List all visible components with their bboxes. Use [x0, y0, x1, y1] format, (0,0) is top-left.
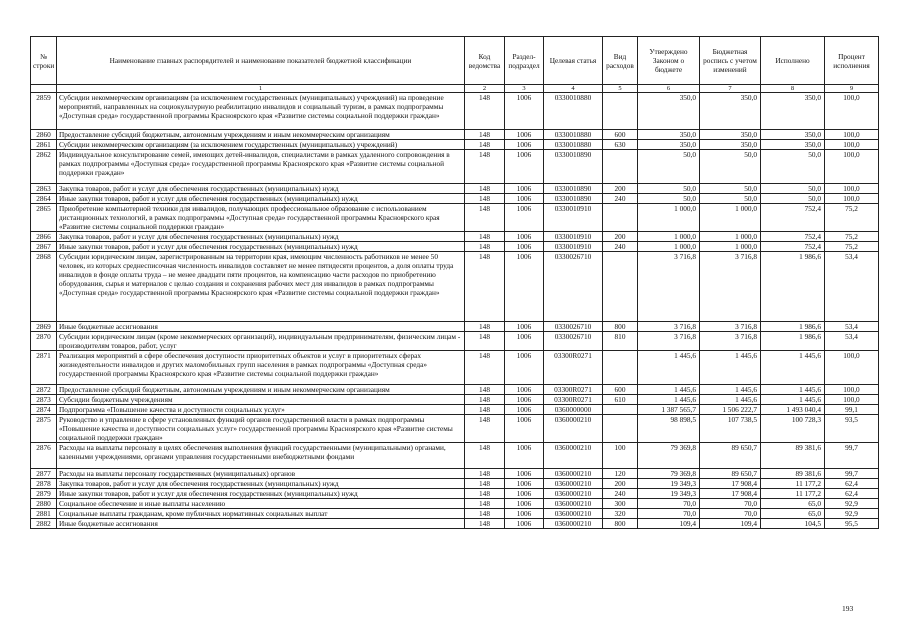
section-cell: 1006 [505, 499, 544, 509]
table-row [31, 150, 879, 184]
department-code-cell: 148 [465, 93, 505, 130]
approved-cell: 70,0 [638, 509, 700, 519]
percent-cell: 100,0 [825, 93, 879, 130]
approved-cell: 1 445,6 [638, 351, 700, 385]
executed-cell: 752,4 [761, 232, 825, 242]
row-name-cell: Расходы на выплаты персоналу государственных (муниципальных) органов [57, 469, 465, 479]
expense-type-cell [603, 405, 638, 415]
percent-cell: 92,9 [825, 499, 879, 509]
executed-cell: 65,0 [761, 499, 825, 509]
approved-cell: 350,0 [638, 130, 700, 140]
row-name-cell: Закупка товаров, работ и услуг для обеспечения государственных (муниципальных) нужд [57, 232, 465, 242]
expense-type-cell: 630 [603, 140, 638, 150]
table-row [31, 242, 879, 252]
table-row [31, 395, 879, 405]
row-number-cell: 2863 [31, 184, 57, 194]
row-number-cell: 2882 [31, 519, 57, 529]
row-number-cell: 2879 [31, 489, 57, 499]
row-name-cell: Иные закупки товаров, работ и услуг для обеспечения государственных (муниципальных) нужд [57, 242, 465, 252]
row-number-cell: 2874 [31, 405, 57, 415]
approved-cell: 50,0 [638, 194, 700, 204]
expense-type-cell: 240 [603, 489, 638, 499]
expense-type-cell [603, 252, 638, 322]
header-department-code: Код ведомства [465, 37, 505, 85]
target-article-cell: 0360000210 [544, 509, 603, 519]
header-executed: Исполнено [761, 37, 825, 85]
section-cell: 1006 [505, 130, 544, 140]
section-cell: 1006 [505, 194, 544, 204]
row-number-cell: 2862 [31, 150, 57, 184]
section-cell: 1006 [505, 204, 544, 232]
expense-type-cell [603, 415, 638, 443]
executed-cell: 11 177,2 [761, 489, 825, 499]
section-cell: 1006 [505, 351, 544, 385]
executed-cell: 11 177,2 [761, 479, 825, 489]
table-row [31, 184, 879, 194]
row-name-cell: Субсидии бюджетным учреждениям [57, 395, 465, 405]
target-article-cell: 0330010890 [544, 184, 603, 194]
section-cell: 1006 [505, 443, 544, 469]
department-code-cell: 148 [465, 395, 505, 405]
expense-type-cell: 320 [603, 509, 638, 519]
column-number: 2 [465, 85, 505, 93]
budget-roster-cell: 350,0 [700, 93, 761, 130]
table-row [31, 443, 879, 469]
row-number-cell: 2869 [31, 322, 57, 332]
target-article-cell: 0360000210 [544, 499, 603, 509]
target-article-cell: 0330010880 [544, 93, 603, 130]
header-expense-type: Вид расходов [603, 37, 638, 85]
expense-type-cell: 800 [603, 519, 638, 529]
percent-cell: 75,2 [825, 204, 879, 232]
executed-cell: 350,0 [761, 93, 825, 130]
target-article-cell: 0360000210 [544, 479, 603, 489]
percent-cell: 100,0 [825, 351, 879, 385]
expense-type-cell: 300 [603, 499, 638, 509]
expense-type-cell: 810 [603, 332, 638, 351]
budget-roster-cell: 89 650,7 [700, 469, 761, 479]
executed-cell: 752,4 [761, 242, 825, 252]
budget-roster-cell: 1 000,0 [700, 232, 761, 242]
target-article-cell: 0360000000 [544, 405, 603, 415]
row-name-cell: Субсидии юридическим лицам, зарегистрированным на территории края, имеющим численность работников не менее 50 человек, из которых среднесписочная численность инвалидов составляет не менее пятидесяти процентов, а доля оплаты труда инвалидов в фонде оплаты труда – не менее двадцати пяти процентов, на компенсацию части расходов по приобретению оборудования, сырья и материалов с целью создания и сохранения рабочих мест для инвалидов в рамках подпрограммы «Доступная среда» государственной программы Красноярского края «Развитие системы социальной поддержки граждан» [57, 252, 465, 322]
header-name: Наименование главных распорядителей и наименование показателей бюджетной классификации [57, 37, 465, 85]
expense-type-cell: 200 [603, 232, 638, 242]
expense-type-cell: 120 [603, 469, 638, 479]
section-cell: 1006 [505, 385, 544, 395]
table-row [31, 232, 879, 242]
department-code-cell: 148 [465, 351, 505, 385]
approved-cell: 50,0 [638, 184, 700, 194]
percent-cell: 53,4 [825, 252, 879, 322]
percent-cell: 62,4 [825, 479, 879, 489]
table-row [31, 385, 879, 395]
budget-table-sheet [30, 36, 878, 529]
budget-roster-cell: 1 000,0 [700, 242, 761, 252]
column-number: 3 [505, 85, 544, 93]
row-name-cell: Закупка товаров, работ и услуг для обеспечения государственных (муниципальных) нужд [57, 184, 465, 194]
column-number: 5 [603, 85, 638, 93]
target-article-cell: 0330026710 [544, 252, 603, 322]
column-number [31, 85, 57, 93]
column-number-row [31, 85, 879, 93]
table-row [31, 332, 879, 351]
column-number: 1 [57, 85, 465, 93]
percent-cell: 92,9 [825, 509, 879, 519]
department-code-cell: 148 [465, 479, 505, 489]
target-article-cell: 03300R0271 [544, 351, 603, 385]
department-code-cell: 148 [465, 204, 505, 232]
department-code-cell: 148 [465, 184, 505, 194]
expense-type-cell: 100 [603, 443, 638, 469]
section-cell: 1006 [505, 332, 544, 351]
department-code-cell: 148 [465, 252, 505, 322]
table-body [31, 93, 879, 529]
department-code-cell: 148 [465, 232, 505, 242]
row-number-cell: 2870 [31, 332, 57, 351]
row-number-cell: 2877 [31, 469, 57, 479]
department-code-cell: 148 [465, 415, 505, 443]
budget-roster-cell: 50,0 [700, 184, 761, 194]
table-row [31, 322, 879, 332]
column-number: 7 [700, 85, 761, 93]
target-article-cell: 0330010890 [544, 150, 603, 184]
percent-cell: 100,0 [825, 395, 879, 405]
approved-cell: 19 349,3 [638, 479, 700, 489]
executed-cell: 100 728,3 [761, 415, 825, 443]
department-code-cell: 148 [465, 443, 505, 469]
approved-cell: 1 387 565,7 [638, 405, 700, 415]
row-number-cell: 2871 [31, 351, 57, 385]
section-cell: 1006 [505, 509, 544, 519]
expense-type-cell [603, 93, 638, 130]
approved-cell: 350,0 [638, 140, 700, 150]
approved-cell: 50,0 [638, 150, 700, 184]
section-cell: 1006 [505, 479, 544, 489]
executed-cell: 752,4 [761, 204, 825, 232]
row-number-cell: 2873 [31, 395, 57, 405]
executed-cell: 1 986,6 [761, 332, 825, 351]
executed-cell: 89 381,6 [761, 469, 825, 479]
row-number-cell: 2880 [31, 499, 57, 509]
table-row [31, 252, 879, 322]
row-name-cell: Закупка товаров, работ и услуг для обеспечения государственных (муниципальных) нужд [57, 479, 465, 489]
target-article-cell: 0330026710 [544, 332, 603, 351]
section-cell: 1006 [505, 405, 544, 415]
target-article-cell: 03300R0271 [544, 385, 603, 395]
approved-cell: 1 445,6 [638, 385, 700, 395]
expense-type-cell: 240 [603, 242, 638, 252]
row-number-cell: 2872 [31, 385, 57, 395]
budget-roster-cell: 350,0 [700, 140, 761, 150]
header-approved: Утверждено Законом о бюджете [638, 37, 700, 85]
header-section: Раздел-подраздел [505, 37, 544, 85]
approved-cell: 3 716,8 [638, 252, 700, 322]
row-number-cell: 2865 [31, 204, 57, 232]
department-code-cell: 148 [465, 405, 505, 415]
row-name-cell: Субсидии юридическим лицам (кроме некоммерческих организаций), индивидуальным предпринимателям, физическим лицам - производителям товаров, работ, услуг [57, 332, 465, 351]
table-row [31, 140, 879, 150]
approved-cell: 1 000,0 [638, 204, 700, 232]
executed-cell: 50,0 [761, 184, 825, 194]
budget-execution-table [30, 36, 879, 529]
department-code-cell: 148 [465, 322, 505, 332]
percent-cell: 100,0 [825, 184, 879, 194]
row-number-cell: 2859 [31, 93, 57, 130]
row-name-cell: Субсидии некоммерческим организациям (за исключением государственных (муниципальных) учреждений) [57, 140, 465, 150]
row-number-cell: 2867 [31, 242, 57, 252]
approved-cell: 79 369,8 [638, 443, 700, 469]
approved-cell: 1 000,0 [638, 232, 700, 242]
row-name-cell: Руководство и управление в сфере установленных функций органов государственной власти в рамках подпрограммы «Повышение качества и доступности социальных услуг» государственной программы Красноярского края «Развитие системы социальной поддержки граждан» [57, 415, 465, 443]
target-article-cell: 0330010910 [544, 204, 603, 232]
department-code-cell: 148 [465, 242, 505, 252]
approved-cell: 1 000,0 [638, 242, 700, 252]
percent-cell: 75,2 [825, 242, 879, 252]
header-row [31, 37, 879, 85]
table-row [31, 479, 879, 489]
table-row [31, 519, 879, 529]
row-name-cell: Индивидуальное консультирование семей, имеющих детей-инвалидов, специалистами в рамках удаленного сопровождения в рамках подпрограммы «Доступная среда» государственной программы Красноярского края «Развитие системы социальной поддержки граждан» [57, 150, 465, 184]
budget-roster-cell: 70,0 [700, 509, 761, 519]
section-cell: 1006 [505, 469, 544, 479]
expense-type-cell: 600 [603, 130, 638, 140]
budget-roster-cell: 50,0 [700, 150, 761, 184]
row-number-cell: 2875 [31, 415, 57, 443]
approved-cell: 19 349,3 [638, 489, 700, 499]
header-row-number: № строки [31, 37, 57, 85]
budget-roster-cell: 350,0 [700, 130, 761, 140]
row-name-cell: Социальное обеспечение и иные выплаты населению [57, 499, 465, 509]
table-row [31, 509, 879, 519]
target-article-cell: 0360000210 [544, 489, 603, 499]
expense-type-cell: 600 [603, 385, 638, 395]
department-code-cell: 148 [465, 140, 505, 150]
section-cell: 1006 [505, 93, 544, 130]
percent-cell: 100,0 [825, 130, 879, 140]
expense-type-cell: 610 [603, 395, 638, 405]
row-number-cell: 2878 [31, 479, 57, 489]
executed-cell: 1 445,6 [761, 351, 825, 385]
expense-type-cell: 240 [603, 194, 638, 204]
target-article-cell: 0330010910 [544, 242, 603, 252]
approved-cell: 79 369,8 [638, 469, 700, 479]
column-number: 8 [761, 85, 825, 93]
table-row [31, 130, 879, 140]
approved-cell: 350,0 [638, 93, 700, 130]
department-code-cell: 148 [465, 509, 505, 519]
table-row [31, 469, 879, 479]
budget-roster-cell: 1 445,6 [700, 351, 761, 385]
row-number-cell: 2876 [31, 443, 57, 469]
column-number: 9 [825, 85, 879, 93]
header-budget-roster: Бюджетная роспись с учетом изменений [700, 37, 761, 85]
row-name-cell: Предоставление субсидий бюджетным, автономным учреждениям и иным некоммерческим организациям [57, 130, 465, 140]
expense-type-cell: 800 [603, 322, 638, 332]
budget-roster-cell: 3 716,8 [700, 322, 761, 332]
department-code-cell: 148 [465, 469, 505, 479]
expense-type-cell: 200 [603, 184, 638, 194]
section-cell: 1006 [505, 252, 544, 322]
section-cell: 1006 [505, 140, 544, 150]
row-name-cell: Приобретение компьютерной техники для инвалидов, получающих профессиональное образование с использованием дистанционных технологий, в рамках подпрограммы «Доступная среда» государственной программы Красноярского края «Развитие системы социальной поддержки граждан» [57, 204, 465, 232]
executed-cell: 1 445,6 [761, 395, 825, 405]
target-article-cell: 0360000210 [544, 443, 603, 469]
percent-cell: 100,0 [825, 194, 879, 204]
executed-cell: 350,0 [761, 140, 825, 150]
table-row [31, 204, 879, 232]
column-number: 4 [544, 85, 603, 93]
row-number-cell: 2861 [31, 140, 57, 150]
budget-roster-cell: 17 908,4 [700, 489, 761, 499]
department-code-cell: 148 [465, 489, 505, 499]
percent-cell: 62,4 [825, 489, 879, 499]
table-row [31, 93, 879, 130]
row-name-cell: Подпрограмма «Повышение качества и доступности социальных услуг» [57, 405, 465, 415]
expense-type-cell: 200 [603, 479, 638, 489]
section-cell: 1006 [505, 150, 544, 184]
section-cell: 1006 [505, 242, 544, 252]
header-percent: Процент исполнения [825, 37, 879, 85]
section-cell: 1006 [505, 232, 544, 242]
target-article-cell: 0330026710 [544, 322, 603, 332]
executed-cell: 50,0 [761, 150, 825, 184]
percent-cell: 53,4 [825, 322, 879, 332]
department-code-cell: 148 [465, 130, 505, 140]
table-row [31, 351, 879, 385]
section-cell: 1006 [505, 184, 544, 194]
target-article-cell: 03300R0271 [544, 395, 603, 405]
executed-cell: 1 493 040,4 [761, 405, 825, 415]
executed-cell: 104,5 [761, 519, 825, 529]
budget-roster-cell: 70,0 [700, 499, 761, 509]
executed-cell: 1 445,6 [761, 385, 825, 395]
department-code-cell: 148 [465, 519, 505, 529]
department-code-cell: 148 [465, 194, 505, 204]
header-target-article: Целевая статья [544, 37, 603, 85]
table-row [31, 489, 879, 499]
budget-roster-cell: 17 908,4 [700, 479, 761, 489]
expense-type-cell [603, 351, 638, 385]
department-code-cell: 148 [465, 332, 505, 351]
department-code-cell: 148 [465, 499, 505, 509]
table-row [31, 415, 879, 443]
row-name-cell: Иные закупки товаров, работ и услуг для обеспечения государственных (муниципальных) нужд [57, 489, 465, 499]
percent-cell: 99,7 [825, 443, 879, 469]
percent-cell: 100,0 [825, 140, 879, 150]
budget-roster-cell: 89 650,7 [700, 443, 761, 469]
department-code-cell: 148 [465, 150, 505, 184]
budget-roster-cell: 3 716,8 [700, 252, 761, 322]
row-number-cell: 2881 [31, 509, 57, 519]
section-cell: 1006 [505, 395, 544, 405]
percent-cell: 100,0 [825, 150, 879, 184]
target-article-cell: 0360000210 [544, 519, 603, 529]
percent-cell: 93,5 [825, 415, 879, 443]
row-number-cell: 2860 [31, 130, 57, 140]
budget-roster-cell: 107 738,5 [700, 415, 761, 443]
row-name-cell: Субсидии некоммерческим организациям (за исключением государственных (муниципальных) учреждений) на проведение мероприятий, направленных на социокультурную реабилитацию инвалидов и социальный туризм, в рамках подпрограммы «Доступная среда» государственной программы Красноярского края «Развитие системы социальной поддержки граждан» [57, 93, 465, 130]
approved-cell: 70,0 [638, 499, 700, 509]
section-cell: 1006 [505, 489, 544, 499]
target-article-cell: 0360000210 [544, 469, 603, 479]
budget-roster-cell: 3 716,8 [700, 332, 761, 351]
table-row [31, 499, 879, 509]
expense-type-cell [603, 150, 638, 184]
approved-cell: 1 445,6 [638, 395, 700, 405]
percent-cell: 75,2 [825, 232, 879, 242]
executed-cell: 50,0 [761, 194, 825, 204]
row-name-cell: Иные бюджетные ассигнования [57, 322, 465, 332]
row-name-cell: Расходы на выплаты персоналу в целях обеспечения выполнения функций государственными (муниципальными) органами, казенными учреждениями, органами управления государственными внебюджетными фондами [57, 443, 465, 469]
department-code-cell: 148 [465, 385, 505, 395]
column-number: 6 [638, 85, 700, 93]
target-article-cell: 0330010890 [544, 194, 603, 204]
target-article-cell: 0360000210 [544, 415, 603, 443]
target-article-cell: 0330010880 [544, 140, 603, 150]
percent-cell: 99,7 [825, 469, 879, 479]
row-name-cell: Социальные выплаты гражданам, кроме публичных нормативных социальных выплат [57, 509, 465, 519]
page-number: 193 [842, 604, 854, 613]
executed-cell: 65,0 [761, 509, 825, 519]
target-article-cell: 0330010880 [544, 130, 603, 140]
percent-cell: 95,5 [825, 519, 879, 529]
approved-cell: 109,4 [638, 519, 700, 529]
budget-roster-cell: 50,0 [700, 194, 761, 204]
budget-roster-cell: 109,4 [700, 519, 761, 529]
executed-cell: 89 381,6 [761, 443, 825, 469]
percent-cell: 53,4 [825, 332, 879, 351]
section-cell: 1006 [505, 519, 544, 529]
executed-cell: 350,0 [761, 130, 825, 140]
executed-cell: 1 986,6 [761, 322, 825, 332]
row-name-cell: Реализация мероприятий в сфере обеспечения доступности приоритетных объектов и услуг в приоритетных сферах жизнедеятельности инвалидов и других маломобильных групп населения в рамках подпрограммы «Доступная среда» государственной программы Красноярского края «Развитие системы социальной поддержки граждан» [57, 351, 465, 385]
budget-roster-cell: 1 445,6 [700, 395, 761, 405]
row-name-cell: Предоставление субсидий бюджетным, автономным учреждениям и иным некоммерческим организациям [57, 385, 465, 395]
approved-cell: 98 898,5 [638, 415, 700, 443]
percent-cell: 100,0 [825, 385, 879, 395]
approved-cell: 3 716,8 [638, 322, 700, 332]
section-cell: 1006 [505, 322, 544, 332]
budget-roster-cell: 1 445,6 [700, 385, 761, 395]
table-row [31, 405, 879, 415]
row-name-cell: Иные бюджетные ассигнования [57, 519, 465, 529]
row-name-cell: Иные закупки товаров, работ и услуг для обеспечения государственных (муниципальных) нужд [57, 194, 465, 204]
row-number-cell: 2866 [31, 232, 57, 242]
budget-roster-cell: 1 506 222,7 [700, 405, 761, 415]
section-cell: 1006 [505, 415, 544, 443]
budget-roster-cell: 1 000,0 [700, 204, 761, 232]
expense-type-cell [603, 204, 638, 232]
table-row [31, 194, 879, 204]
target-article-cell: 0330010910 [544, 232, 603, 242]
executed-cell: 1 986,6 [761, 252, 825, 322]
row-number-cell: 2864 [31, 194, 57, 204]
percent-cell: 99,1 [825, 405, 879, 415]
row-number-cell: 2868 [31, 252, 57, 322]
approved-cell: 3 716,8 [638, 332, 700, 351]
